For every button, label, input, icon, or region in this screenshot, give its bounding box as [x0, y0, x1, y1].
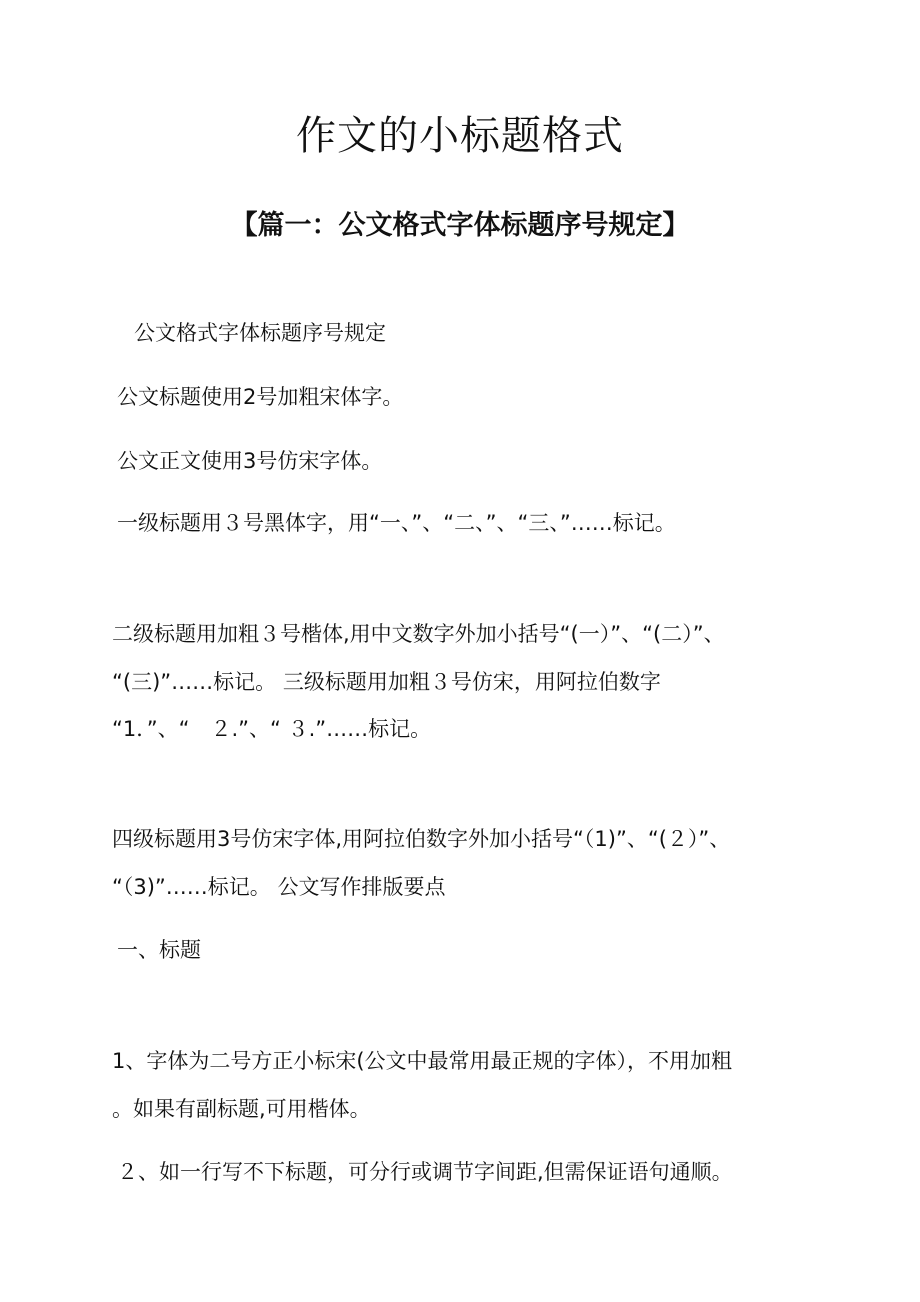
paragraph-line: 一级标题用３号黑体字，用“一、”、“二、”、“三、”……标记。 — [117, 511, 676, 535]
paragraph-line: 公文标题使用2号加粗宋体字。 — [117, 385, 404, 409]
paragraph-line: “（3)”……标记。 公文写作排版要点 — [112, 875, 446, 899]
paragraph-line: 公文正文使用3号仿宋字体。 — [117, 449, 383, 473]
paragraph-line: 1、字体为二号方正小标宋(公文中最常用最正规的字体），不用加粗 — [112, 1049, 733, 1073]
paragraph-line: 二级标题用加粗３号楷体,用中文数字外加小括号“(一）”、“(二）”、 — [112, 622, 725, 646]
paragraph-line: “1．”、“ ２.”、“ ３.”……标记。 — [112, 717, 432, 741]
paragraph-line: “(三)”……标记。 三级标题用加粗３号仿宋，用阿拉伯数字 — [112, 670, 661, 694]
section-heading: 一、标题 — [117, 938, 201, 962]
document-subtitle: 【篇一：公文格式字体标题序号规定】 — [230, 210, 690, 241]
paragraph-line: 四级标题用3号仿宋字体,用阿拉伯数字外加小括号“（1)”、“(２）”、 — [112, 827, 731, 851]
section-heading: 公文格式字体标题序号规定 — [134, 321, 386, 345]
paragraph-line: 。如果有副标题,可用楷体。 — [112, 1097, 371, 1121]
paragraph-line: ２、如一行写不下标题，可分行或调节字间距,但需保证语句通顺。 — [117, 1160, 733, 1184]
document-title: 作文的小标题格式 — [296, 113, 624, 159]
